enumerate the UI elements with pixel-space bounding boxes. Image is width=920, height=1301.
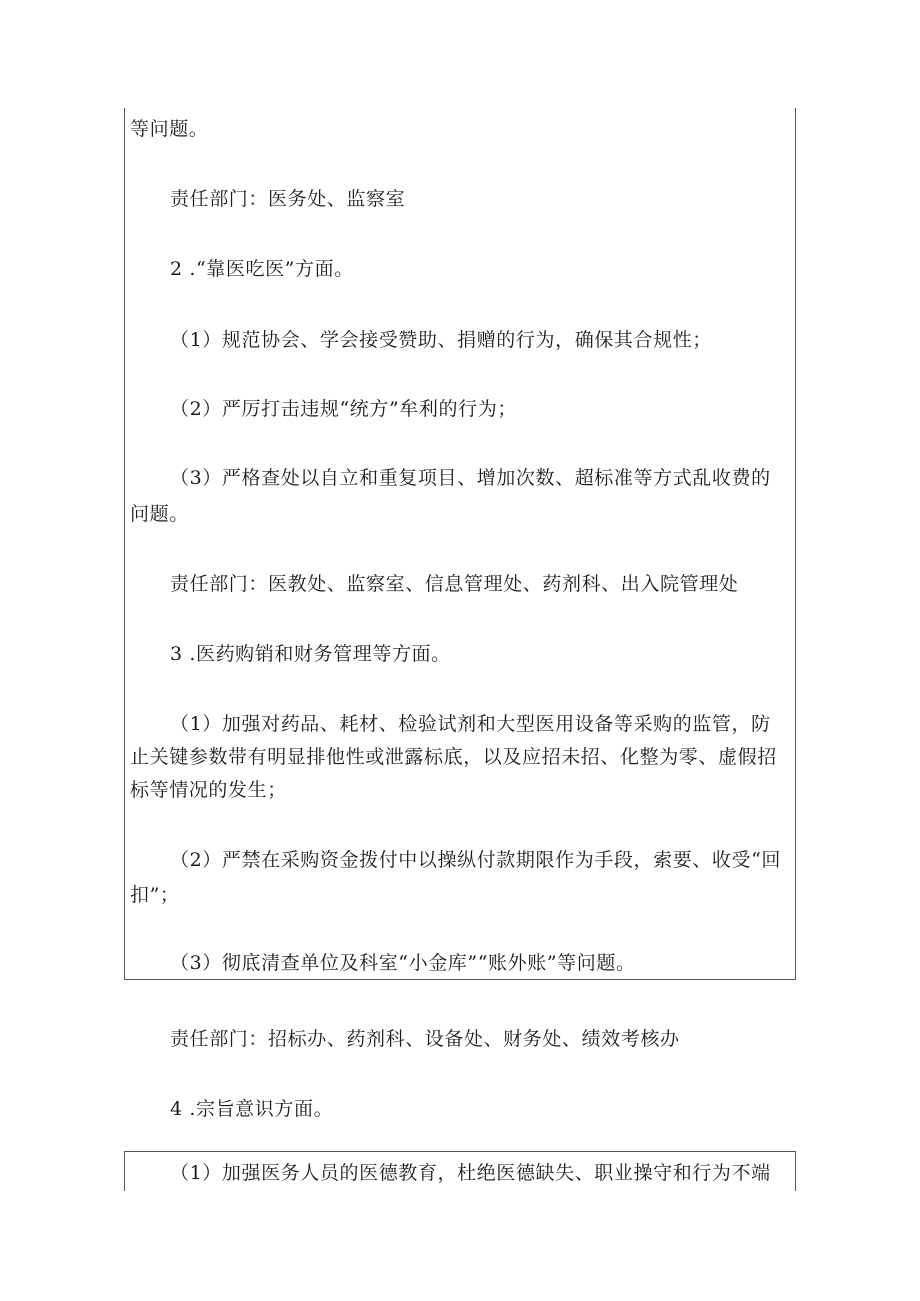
list-item-continued: 问题。 [130, 503, 189, 525]
responsibility-line: 责任部门：医教处、监察室、信息管理处、药剂科、出入院管理处 [170, 573, 739, 595]
list-item: （2）严厉打击违规“统方”牟利的行为； [170, 398, 517, 420]
list-item-continued: 止关键参数带有明显排他性或泄露标底，以及应招未招、化整为零、虚假招 [130, 746, 777, 768]
list-item: （1）加强对药品、耗材、检验试剂和大型医用设备等采购的监管，防 [170, 713, 771, 735]
responsibility-line: 责任部门：医务处、监察室 [170, 188, 406, 210]
list-item: （1）规范协会、学会接受赞助、捐赠的行为，确保其合规性； [170, 329, 712, 351]
responsibility-line: 责任部门：招标办、药剂科、设备处、财务处、绩效考核办 [170, 1028, 680, 1050]
section-heading: 4 .宗旨意识方面。 [170, 1098, 334, 1120]
section-heading: 3 .医药购销和财务管理等方面。 [170, 643, 451, 665]
list-item: （2）严禁在采购资金拨付中以操纵付款期限作为手段，索要、收受“回 [170, 849, 782, 871]
list-item: （3）彻底清查单位及科室“小金库”“账外账”等问题。 [170, 952, 636, 974]
text-line: 等问题。 [130, 118, 209, 140]
section-heading: 2 .“靠医吃医”方面。 [170, 258, 354, 280]
list-item-continued: 标等情况的发生； [130, 779, 287, 801]
list-item: （1）加强医务人员的医德教育，杜绝医德缺失、职业操守和行为不端 [170, 1162, 771, 1184]
list-item-continued: 扣”； [130, 884, 180, 906]
list-item: （3）严格查处以自立和重复项目、增加次数、超标准等方式乱收费的 [170, 467, 771, 489]
